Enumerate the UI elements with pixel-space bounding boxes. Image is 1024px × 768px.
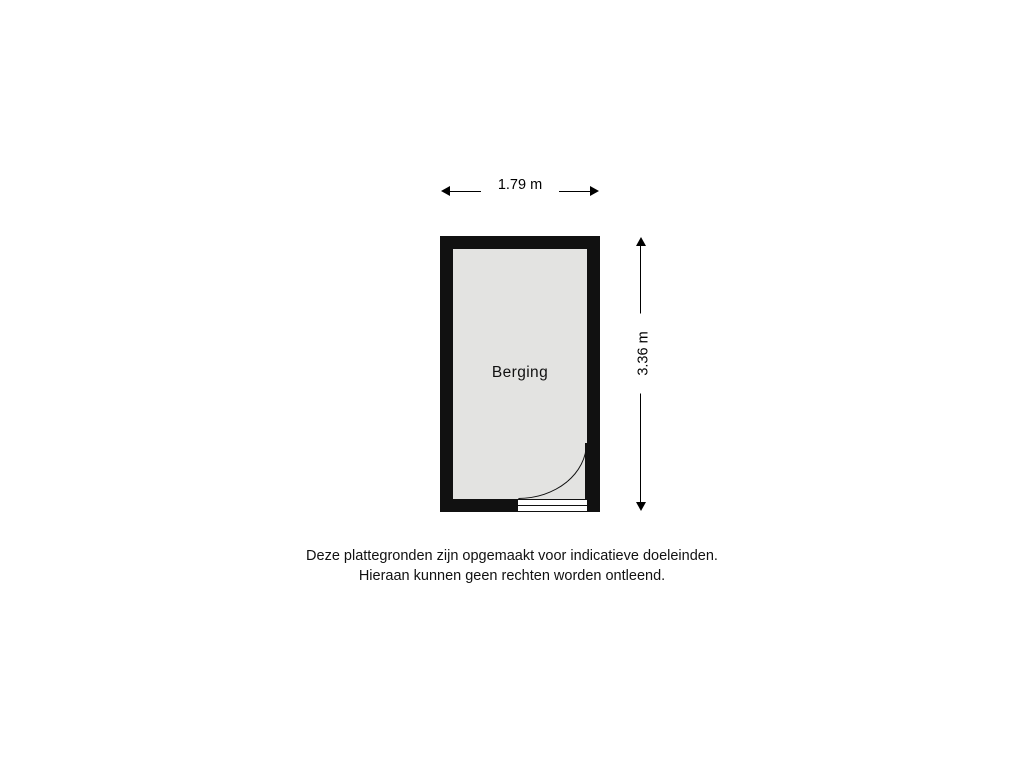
- height-dimension: [626, 236, 660, 512]
- room-berging: [440, 236, 600, 512]
- width-dimension: [440, 176, 600, 206]
- width-dimension-label: 1.79 m: [481, 176, 559, 195]
- arrow-down-icon: [636, 502, 646, 511]
- door-swing: [518, 443, 587, 499]
- disclaimer-line-1: Deze plattegronden zijn opgemaakt voor indicatieve doeleinden.: [306, 548, 718, 564]
- disclaimer-line-2: Hieraan kunnen geen rechten worden ontleend.: [358, 568, 666, 584]
- arrow-right-icon: [590, 186, 599, 196]
- door-leaf-icon: [585, 443, 587, 499]
- door-arc-icon: [518, 443, 587, 499]
- door-threshold: [518, 499, 587, 512]
- disclaimer: [0, 546, 1024, 586]
- arrow-up-icon: [636, 237, 646, 246]
- room-name-label: Berging: [491, 364, 549, 381]
- height-dimension-label: 3.36 m: [635, 314, 654, 394]
- arrow-left-icon: [441, 186, 450, 196]
